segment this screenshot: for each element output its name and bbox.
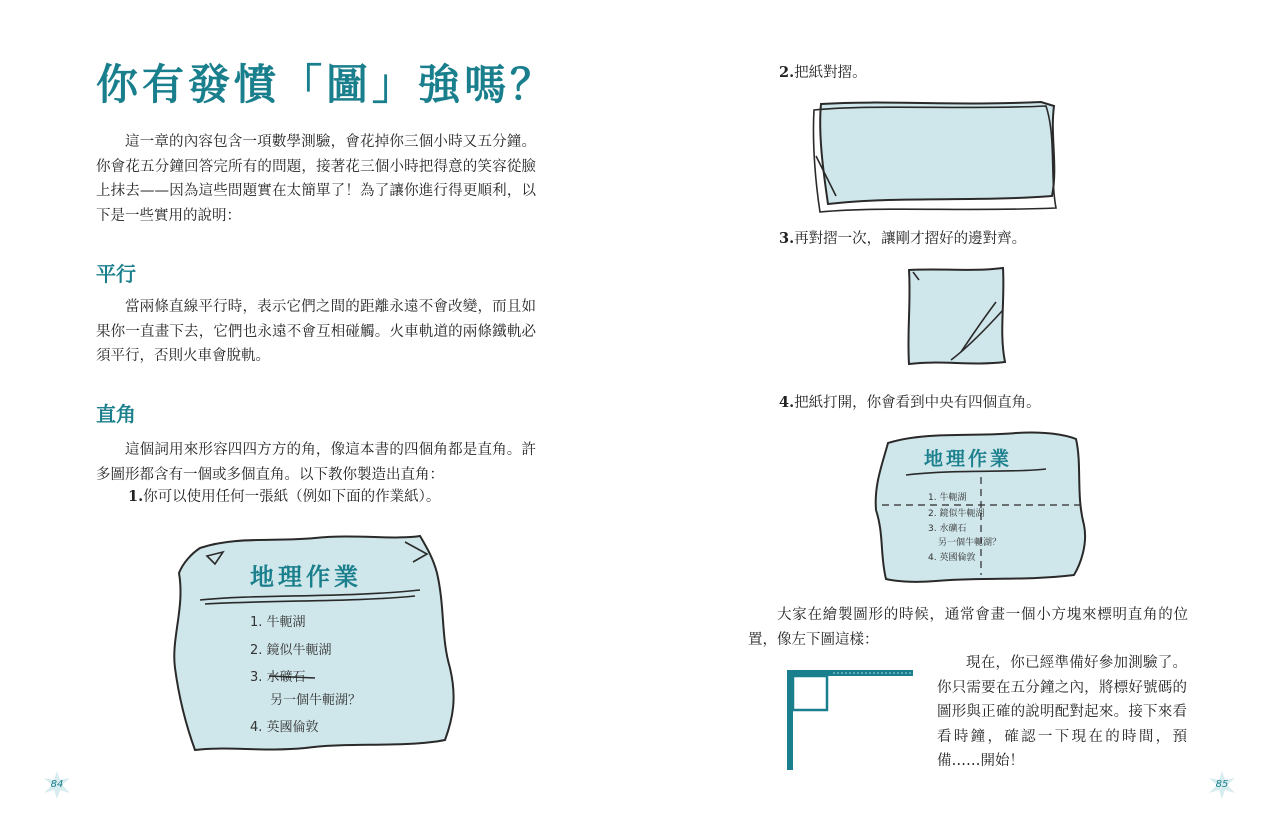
- left-page: [0, 0, 631, 820]
- step-4-number: 4.: [779, 394, 795, 411]
- page-title: 你有發憤「圖」強嗎？: [96, 60, 557, 109]
- homework-item-1: 1. 牛軛湖: [250, 615, 306, 630]
- step-3: [779, 228, 1026, 250]
- step-4: [779, 392, 1041, 414]
- small-homework-item-3b: 另一個牛軛湖？: [938, 538, 1002, 548]
- homework-item-4: 4. 英國倫敦: [250, 720, 319, 735]
- homework-item-3b: 另一個牛軛湖？: [270, 693, 362, 708]
- homework-paper-illustration: [165, 528, 470, 758]
- step-2: [779, 62, 867, 84]
- step-3-number: 3.: [779, 230, 795, 247]
- unfolded-homework-illustration: [866, 425, 1096, 587]
- step-2-text: 把紙對摺。: [794, 65, 867, 81]
- small-homework-item-2: 2. 鏡似牛軛湖: [928, 509, 985, 519]
- step-1-text: 你可以使用任何一張紙（例如下面的作業紙）。: [143, 489, 441, 505]
- small-homework-item-4: 4. 英國倫敦: [928, 553, 976, 563]
- right-page: [631, 0, 1263, 820]
- small-homework-item-3: 3. 水礦石: [928, 524, 967, 534]
- small-homework-title: 地理作業: [924, 448, 1013, 470]
- right-angle-marker-illustration: [783, 668, 918, 774]
- step-3-text: 再對摺一次，讓剛才摺好的邊對齊。: [794, 231, 1027, 247]
- homework-title: 地理作業: [250, 563, 362, 591]
- heading-right-angle: 直角: [96, 402, 136, 426]
- closing-paragraph: 現在，你已經準備好參加測驗了。你只需要在五分鐘之內，將標好號碼的圖形與正確的說明配對起來。接下來看看時鐘，確認一下現在的時間，預備……開始！: [937, 655, 1187, 769]
- heading-parallel: 平行: [96, 262, 136, 286]
- parallel-paragraph: 當兩條直線平行時，表示它們之間的距離永遠不會改變，而且如果你一直畫下去，它們也永遠不會互相碰觸。火車軌道的兩條鐵軌必須平行，否則火車會脫軌。: [96, 299, 536, 364]
- step-1: [128, 486, 440, 508]
- intro-paragraph: 這一章的內容包含一項數學測驗，會花掉你三個小時又五分鐘。你會花五分鐘回答完所有的問題，接著花三個小時把得意的笑容從臉上抹去——因為這些問題實在太簡單了！為了讓你進行得更順利，以下是一些實用的說明：: [96, 134, 536, 224]
- step-1-number: 1.: [128, 488, 144, 505]
- right-angle-paragraph: 這個詞用來形容四四方方的角，像這本書的四個角都是直角。許多圖形都含有一個或多個直角。以下教你製造出直角：: [96, 442, 536, 483]
- step-2-number: 2.: [779, 64, 795, 81]
- folded-quarter-illustration: [901, 262, 1011, 370]
- homework-item-2: 2. 鏡似牛軛湖: [250, 643, 332, 658]
- folded-half-illustration: [806, 96, 1066, 214]
- right-angle-note: 大家在繪製圖形的時候，通常會畫一個小方塊來標明直角的位置，像左下圖這樣：: [748, 607, 1188, 648]
- small-homework-item-1: 1. 牛軛湖: [928, 493, 967, 503]
- page-number-left: 84: [40, 768, 74, 802]
- page-number-right: 85: [1205, 768, 1239, 802]
- homework-item-3: 3. 水礦石: [250, 670, 306, 685]
- step-4-text: 把紙打開，你會看到中央有四個直角。: [794, 395, 1041, 411]
